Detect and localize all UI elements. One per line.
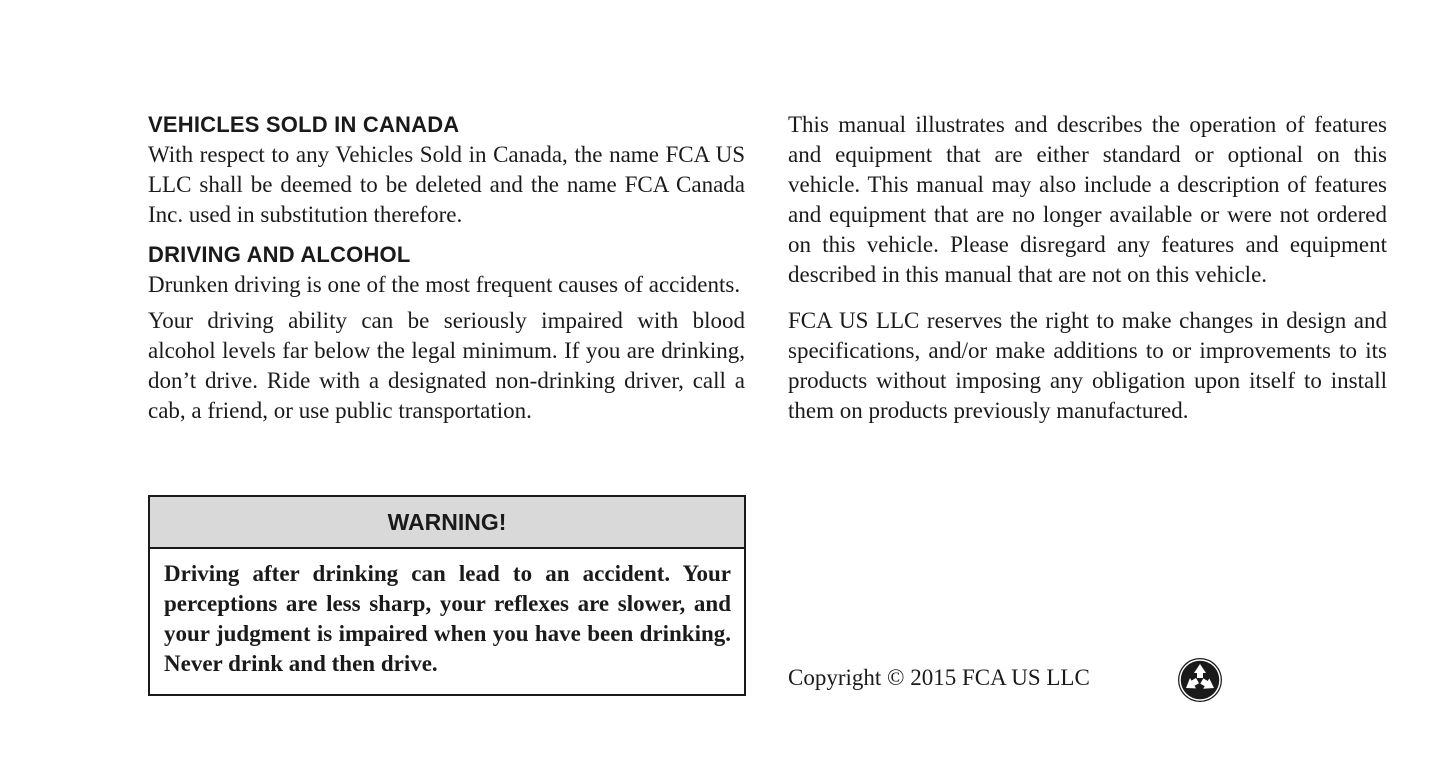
heading-driving-and-alcohol: DRIVING AND ALCOHOL <box>148 242 411 267</box>
reserves-rights-paragraph: FCA US LLC reserves the right to make changes in design and specifications, and/or make additions to or improvements to its products without imposing any obligation upon itself to install them on products previously manufactured. <box>788 308 1387 423</box>
heading-vehicles-sold-in-canada: VEHICLES SOLD IN CANADA <box>148 112 460 137</box>
canada-paragraph: With respect to any Vehicles Sold in Canada, the name FCA US LLC shall be deemed to be deleted and the name FCA Canada Inc. used in substitution therefore. <box>148 142 745 227</box>
right-column <box>788 110 1387 426</box>
warning-text: Driving after drinking can lead to an accident. Your perceptions are less sharp, your reflexes are slower, and your judgment is impaired when you have been drinking. Never drink and then drive. <box>164 561 731 676</box>
drunken-driving-paragraph: Drunken driving is one of the most frequent causes of accidents. <box>148 272 741 297</box>
warning-title: WARNING! <box>150 497 744 549</box>
warning-box <box>148 495 746 696</box>
copyright-text: Copyright © 2015 FCA US LLC <box>788 665 1090 690</box>
left-column <box>148 110 745 426</box>
recycle-icon <box>1176 656 1224 704</box>
manual-description-paragraph: This manual illustrates and describes the operation of features and equipment that are either standard or optional on this vehicle. This manual may also include a description of features and equipment that are no longer available or were not ordered on this vehicle. Please disregard any features and equipment described in this manual that are not on this vehicle. <box>788 112 1387 287</box>
driving-ability-paragraph: Your driving ability can be seriously impaired with blood alcohol levels far below the legal minimum. If you are drinking, don’t drive. Ride with a designated non-drinking driver, call a cab, a friend, or use public transportation. <box>148 308 745 423</box>
